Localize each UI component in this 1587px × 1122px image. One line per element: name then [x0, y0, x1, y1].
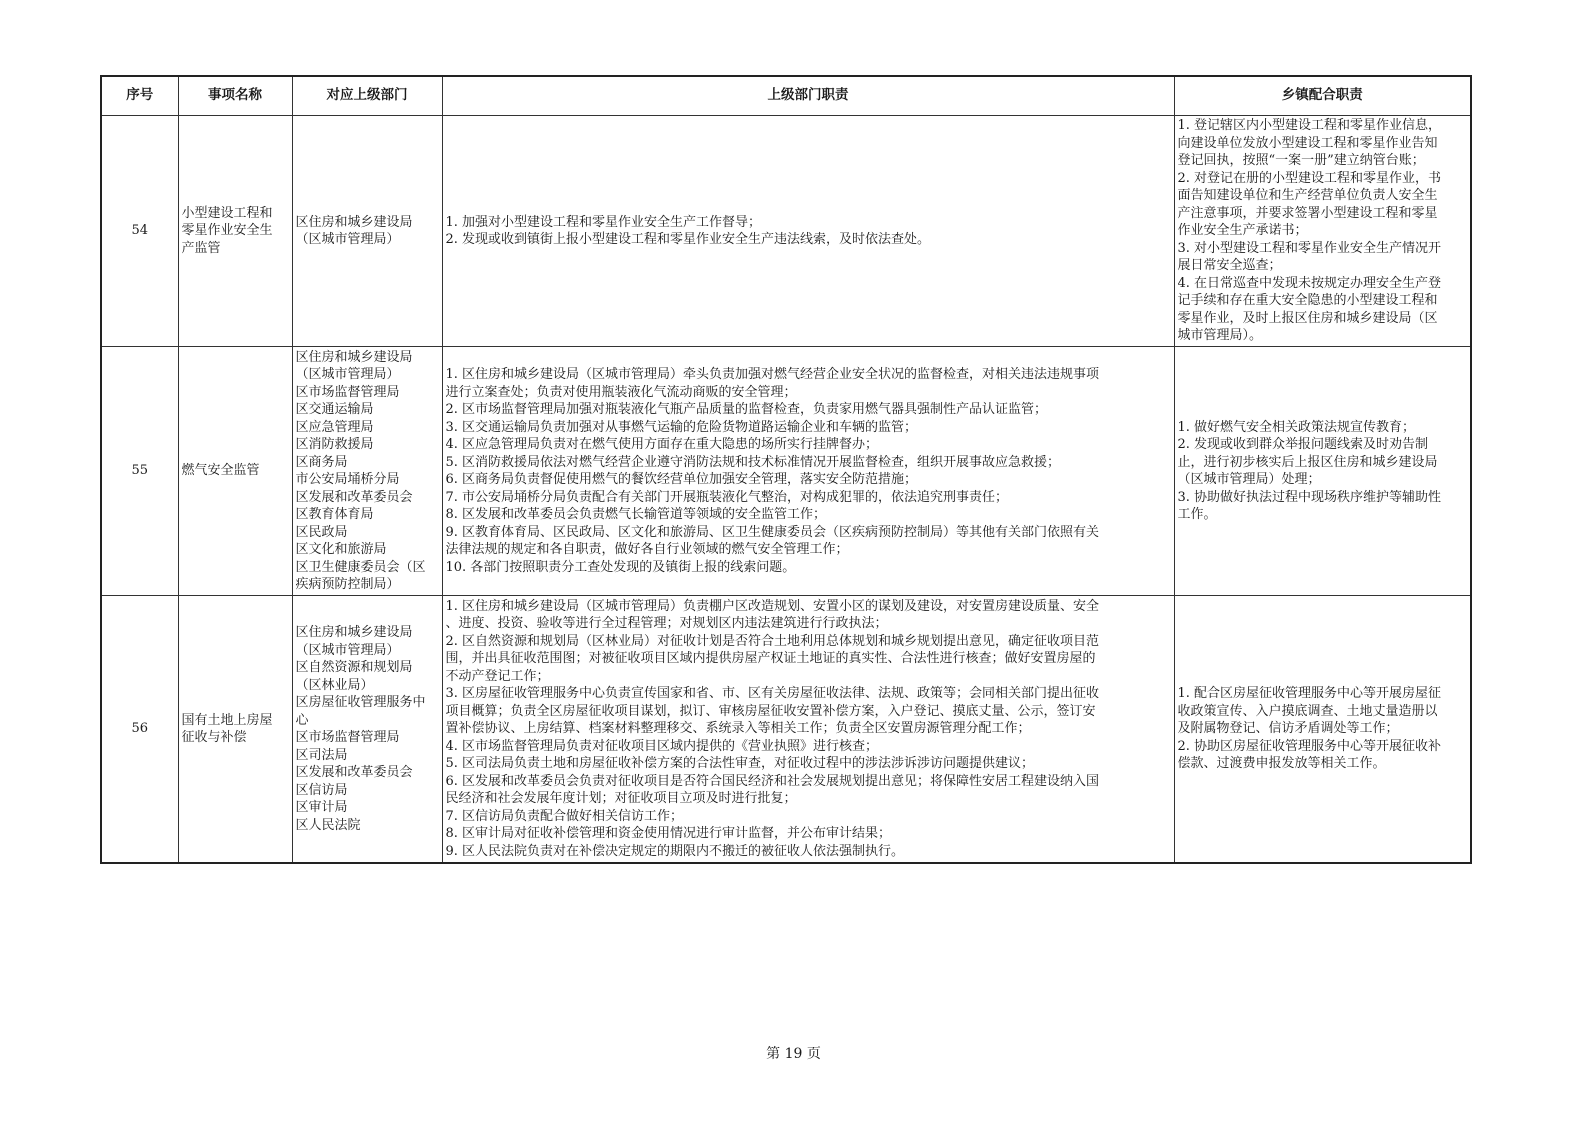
row-num: 56: [101, 596, 178, 864]
row-duties: 1. 加强对小型建设工程和零星作业安全生产工作督导； 2. 发现或收到镇街上报小型建设工程和零星作业安全生产违法线索，及时依法查处。: [442, 116, 1174, 347]
row-dept: 区住房和城乡建设局 （区城市管理局） 区市场监督管理局 区交通运输局 区应急管理局 区消防救援局 区商务局 市公安局埇桥分局 区发展和改革委员会 区教育体育局 区民政局 区文化和旅游局 区卫生健康委员会（区 疾病预防控制局）: [292, 347, 442, 596]
header-num: 序号: [101, 76, 178, 116]
row-town-duties: 1. 做好燃气安全相关政策法规宣传教育； 2. 发现或收到群众举报问题线索及时劝告制 止，进行初步核实后上报区住房和城乡建设局 （区城市管理局）处理； 3. 协助做好执法过程中现场秩序维护等辅助性 工作。: [1174, 347, 1471, 596]
header-item-name: 事项名称: [178, 76, 292, 116]
row-item-name: 国有土地上房屋 征收与补偿: [178, 596, 292, 864]
header-town-duties: 乡镇配合职责: [1174, 76, 1471, 116]
duty-table: [100, 75, 1472, 864]
row-town-duties: 1. 登记辖区内小型建设工程和零星作业信息， 向建设单位发放小型建设工程和零星作业告知 登记回执，按照“一案一册”建立纳管台账； 2. 对登记在册的小型建设工程和零星作业，书 面告知建设单位和生产经营单位负责人安全生 产注意事项，并要求签署小型建设工程和零星 作业安全生产承诺书； 3. 对小型建设工程和零星作业安全生产情况开 展日常安全巡查； 4. 在日常巡查中发现未按规定办理安全生产登 记手续和存在重大安全隐患的小型建设工程和 零星作业，及时上报区住房和城乡建设局（区 城市管理局）。: [1174, 116, 1471, 347]
row-dept: 区住房和城乡建设局 （区城市管理局）: [292, 116, 442, 347]
page-number: 第 19 页: [766, 1046, 821, 1062]
table-row: [101, 596, 1471, 864]
row-duties: 1. 区住房和城乡建设局（区城市管理局）负责棚户区改造规划、安置小区的谋划及建设，对安置房建设质量、安全 、进度、投资、验收等进行全过程管理；对规划区内违法建筑进行行政执法； 2. 区自然资源和规划局（区林业局）对征收计划是否符合土地利用总体规划和城乡规划提出意见，确定征收项目范 围，并出具征收范围图；对被征收项目区域内提供房屋产权证土地证的真实性、合法性进行核查；做好安置房屋的 不动产登记工作； 3. 区房屋征收管理服务中心负责宣传国家和省、市、区有关房屋征收法律、法规、政策等；会同相关部门提出征收 项目概算；负责全区房屋征收项目谋划，拟订、审核房屋征收安置补偿方案，入户登记、摸底丈量、公示，签订安 置补偿协议、上房结算、档案材料整理移交、系统录入等相关工作；负责全区安置房源管理分配工作； 4. 区市场监督管理局负责对征收项目区域内提供的《营业执照》进行核查； 5. 区司法局负责土地和房屋征收补偿方案的合法性审查，对征收过程中的涉法涉诉涉访问题提供建议； 6. 区发展和改革委员会负责对征收项目是否符合国民经济和社会发展规划提出意见；将保障性安居工程建设纳入国 民经济和社会发展年度计划；对征收项目立项及时进行批复； 7. 区信访局负责配合做好相关信访工作； 8. 区审计局对征收补偿管理和资金使用情况进行审计监督，并公布审计结果； 9. 区人民法院负责对在补偿决定规定的期限内不搬迁的被征收人依法强制执行。: [442, 596, 1174, 864]
header-dept: 对应上级部门: [292, 76, 442, 116]
table-row: [101, 116, 1471, 347]
row-dept: 区住房和城乡建设局 （区城市管理局） 区自然资源和规划局 （区林业局） 区房屋征收管理服务中 心 区市场监督管理局 区司法局 区发展和改革委员会 区信访局 区审计局 区人民法院: [292, 596, 442, 864]
row-item-name: 燃气安全监管: [178, 347, 292, 596]
row-item-name: 小型建设工程和 零星作业安全生 产监管: [178, 116, 292, 347]
header-row: [101, 76, 1471, 116]
row-num: 55: [101, 347, 178, 596]
header-duties: 上级部门职责: [442, 76, 1174, 116]
table-row: [101, 347, 1471, 596]
row-duties: 1. 区住房和城乡建设局（区城市管理局）牵头负责加强对燃气经营企业安全状况的监督检查，对相关违法违规事项 进行立案查处；负责对使用瓶装液化气流动商贩的安全管理； 2. 区市场监督管理局加强对瓶装液化气瓶产品质量的监督检查，负责家用燃气器具强制性产品认证监管； 3. 区交通运输局负责加强对从事燃气运输的危险货物道路运输企业和车辆的监管； 4. 区应急管理局负责对在燃气使用方面存在重大隐患的场所实行挂牌督办； 5. 区消防救援局依法对燃气经营企业遵守消防法规和技术标准情况开展监督检查，组织开展事故应急救援； 6. 区商务局负责督促使用燃气的餐饮经营单位加强安全管理，落实安全防范措施； 7. 市公安局埇桥分局负责配合有关部门开展瓶装液化气整治，对构成犯罪的，依法追究刑事责任； 8. 区发展和改革委员会负责燃气长输管道等领域的安全监管工作； 9. 区教育体育局、区民政局、区文化和旅游局、区卫生健康委员会（区疾病预防控制局）等其他有关部门依照有关 法律法规的规定和各自职责，做好各自行业领域的燃气安全管理工作； 10. 各部门按照职责分工查处发现的及镇街上报的线索问题。: [442, 347, 1174, 596]
row-num: 54: [101, 116, 178, 347]
row-town-duties: 1. 配合区房屋征收管理服务中心等开展房屋征 收政策宣传、入户摸底调查、土地丈量造册以 及附属物登记、信访矛盾调处等工作； 2. 协助区房屋征收管理服务中心等开展征收补 偿款、过渡费申报发放等相关工作。: [1174, 596, 1471, 864]
